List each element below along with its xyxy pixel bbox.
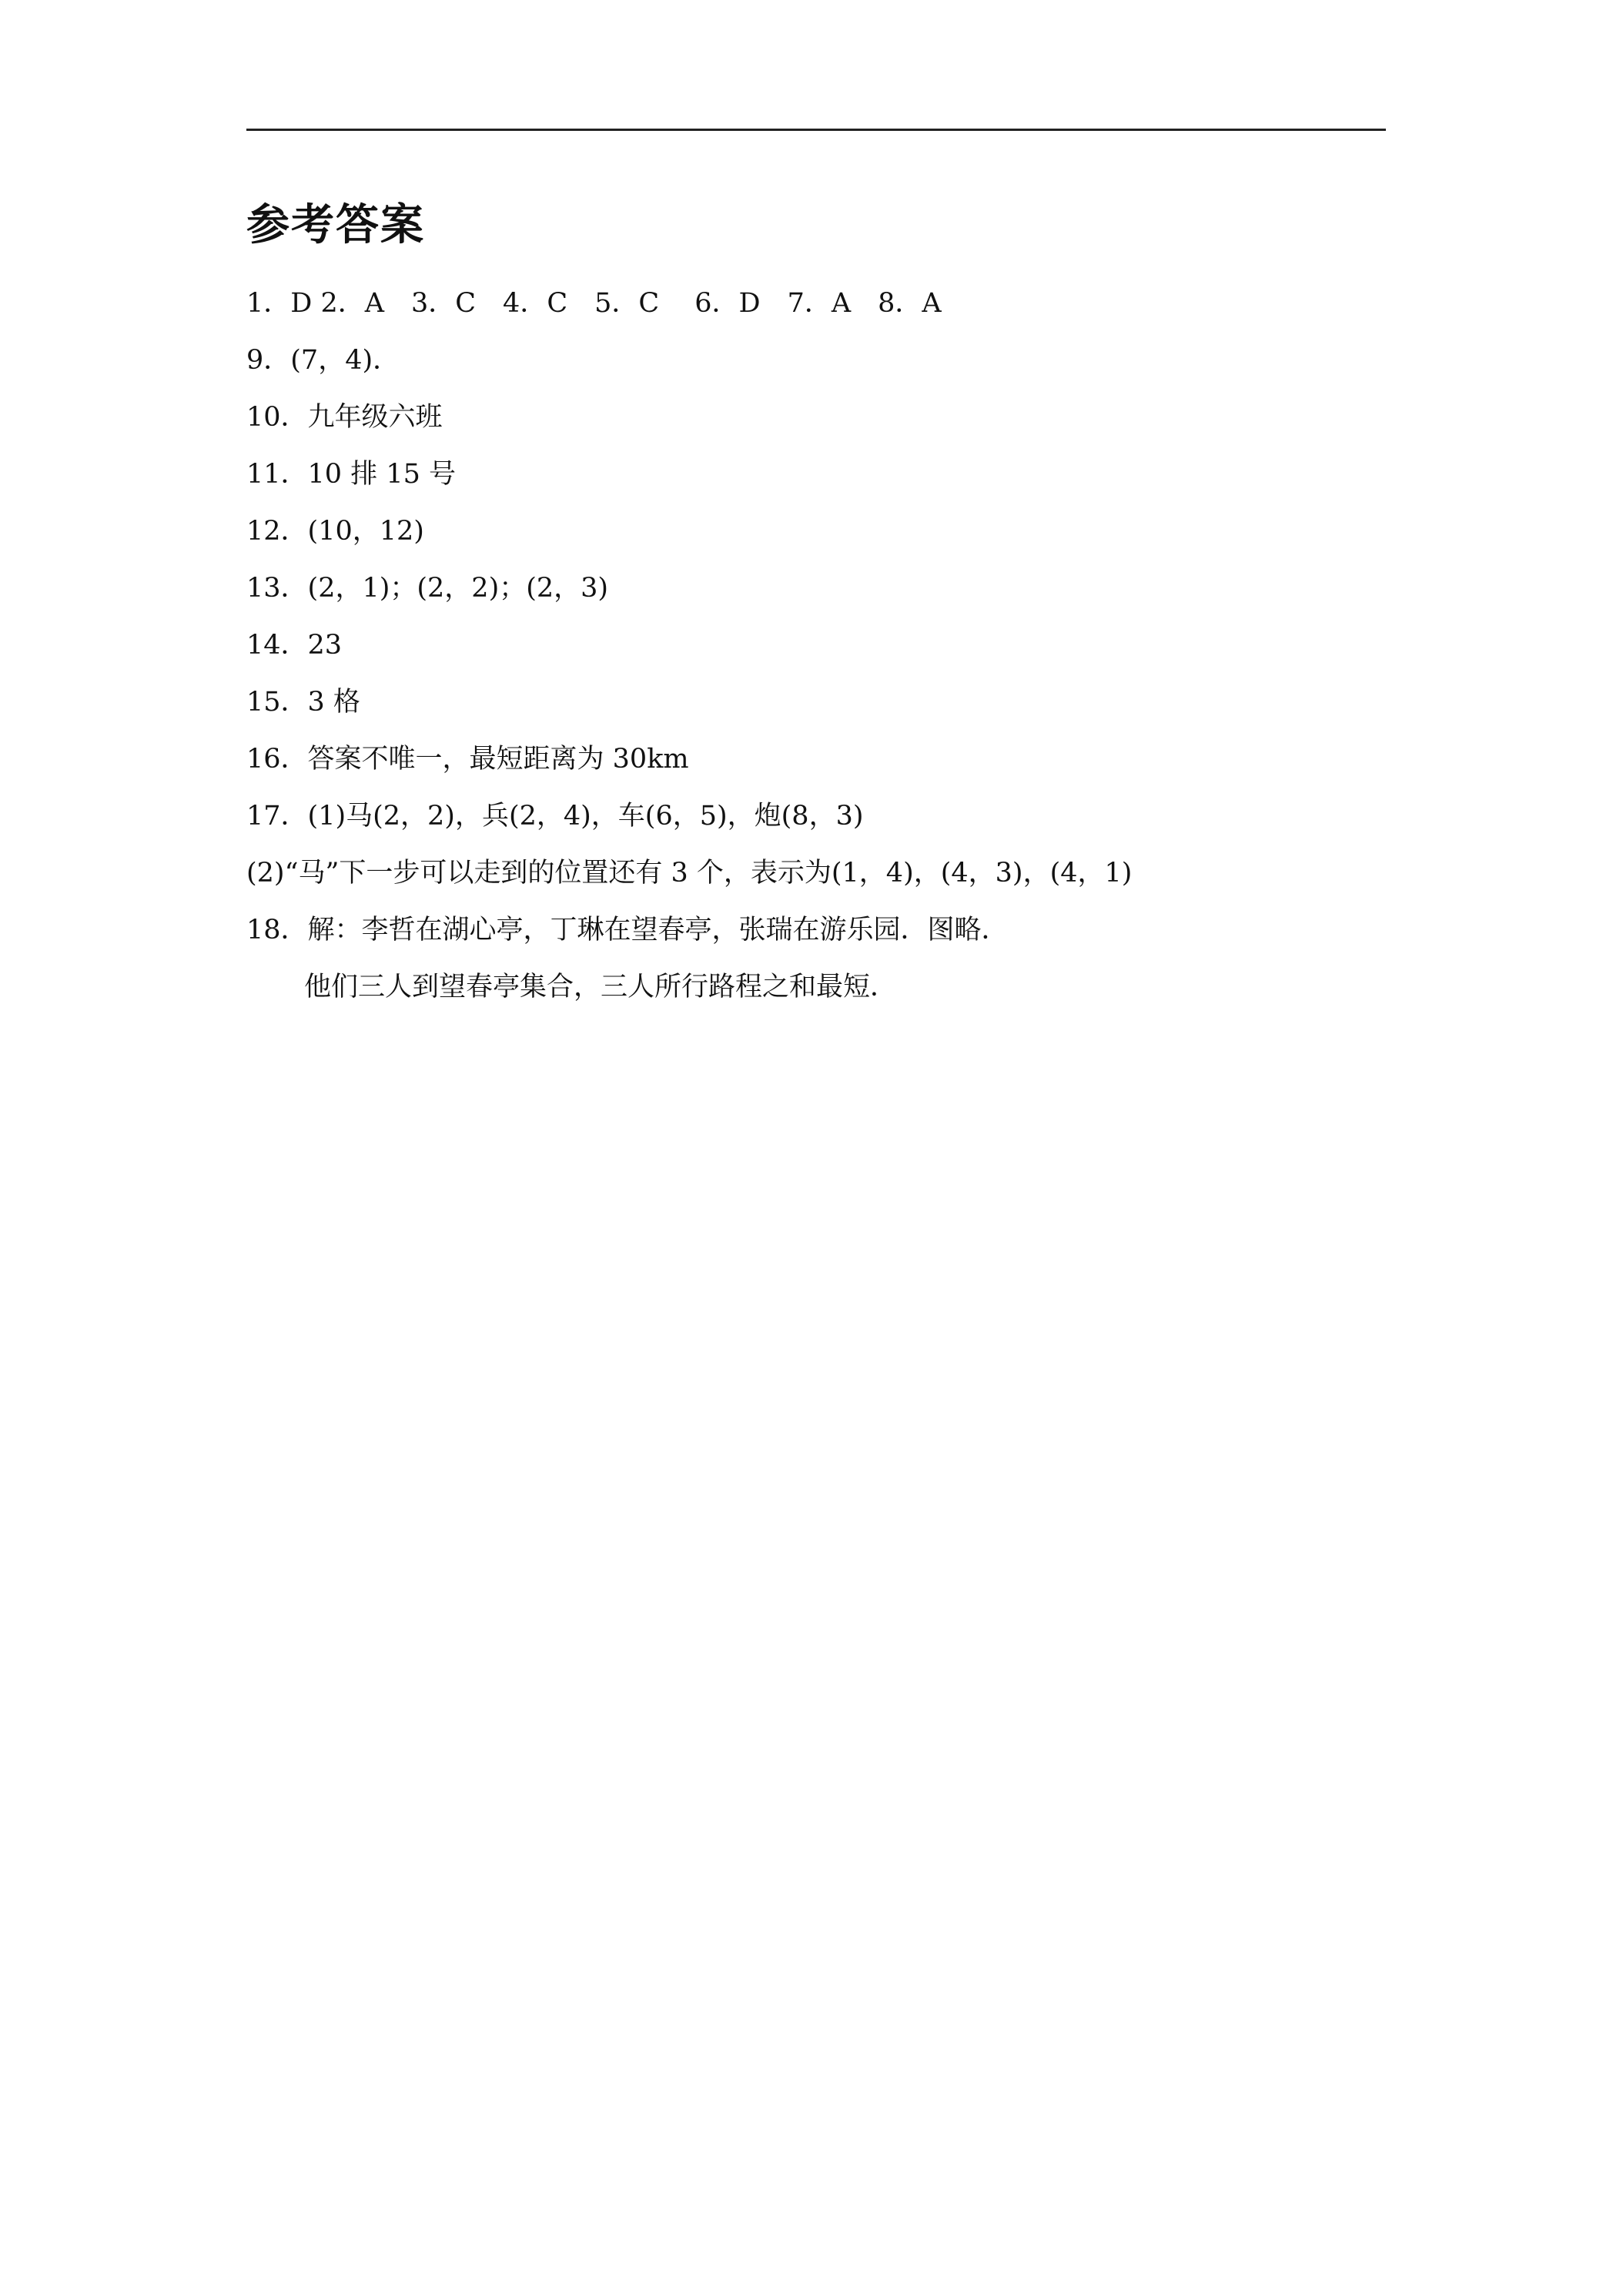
answer-line: 12．(10，12): [246, 516, 424, 547]
answer-line: 9．(7，4)．: [246, 345, 400, 376]
answer-line: (2)“马”下一步可以走到的位置还有 3 个，表示为(1，4)，(4，3)，(4，1): [246, 858, 1133, 889]
answer-line: 14．23: [246, 630, 343, 661]
answer-line: 10．九年级六班: [246, 402, 443, 433]
answer-line: 18．解：李哲在湖心亭，丁琳在望春亭，张瑞在游乐园．图略．: [246, 915, 1009, 946]
answer-line: 他们三人到望春亭集合，三人所行路程之和最短．: [304, 972, 898, 1002]
answer-line: 16．答案不唯一，最短距离为 30km: [246, 744, 689, 775]
answer-list: [246, 283, 1132, 1024]
answer-line: 11．10 排 15 号: [246, 459, 456, 490]
answer-line: 17．(1)马(2，2)，兵(2，4)，车(6，5)，炮(8，3): [246, 801, 864, 832]
header-rule: [246, 129, 1386, 131]
answer-line: 1．D 2．A 3．C 4．C 5．C 6．D 7．A 8．A: [246, 288, 942, 319]
answer-line: 13．(2，1)；(2，2)；(2，3): [246, 573, 609, 604]
page-title: 参考答案: [246, 200, 425, 250]
answer-line: 15．3 格: [246, 687, 360, 718]
